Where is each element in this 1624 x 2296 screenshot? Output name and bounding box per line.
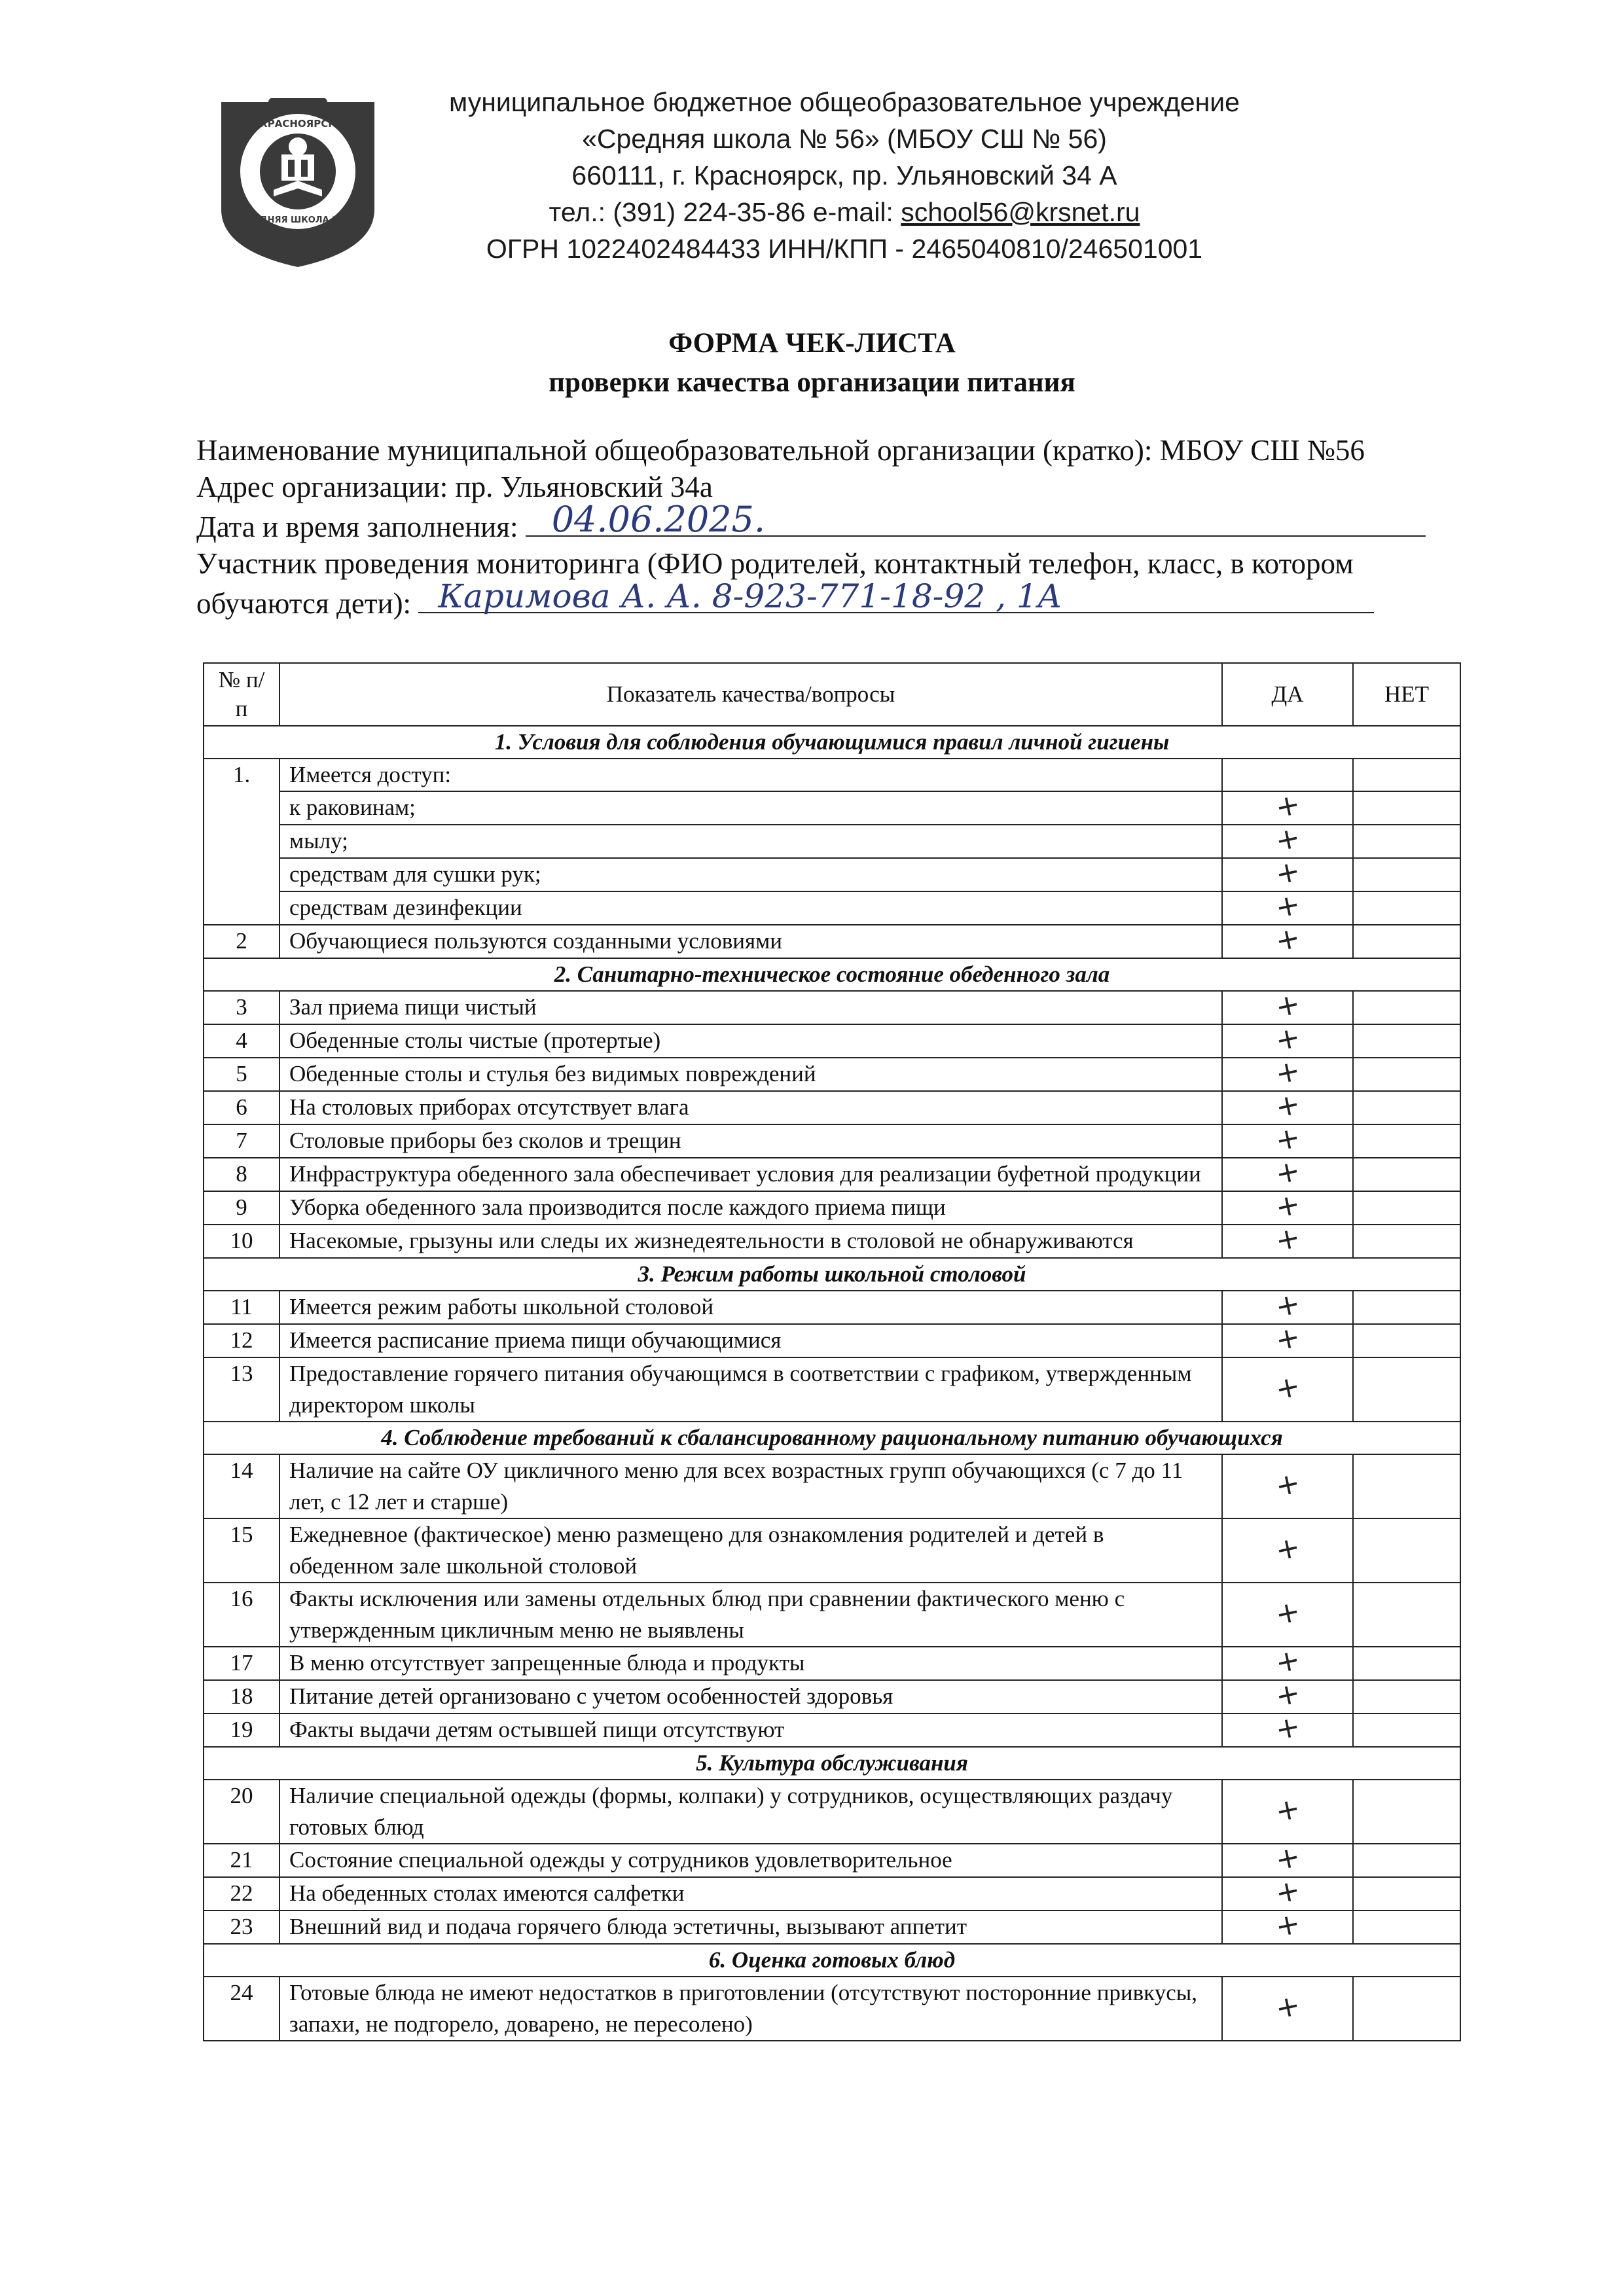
row-number: 4 [204,1024,280,1058]
plus-mark: + [1272,1286,1303,1325]
row-number: 19 [204,1713,280,1747]
plus-mark: + [1272,1642,1303,1681]
table-row [204,1225,1460,1258]
no-cell[interactable] [1353,1124,1460,1158]
table-row [204,1877,1460,1910]
plus-mark: + [1272,1676,1303,1714]
plus-mark: + [1272,1187,1303,1225]
yes-cell[interactable] [1222,1120,1353,1158]
yes-cell[interactable] [1222,1454,1353,1518]
plus-mark: + [1272,1988,1303,2026]
no-cell[interactable] [1353,1291,1460,1324]
no-cell[interactable] [1353,1977,1460,2041]
no-cell[interactable] [1353,1191,1460,1225]
header-contacts [393,194,1296,230]
row-number: 23 [204,1910,280,1944]
row-number: 6 [204,1091,280,1124]
row-indicator: Имеется режим работы школьной столовой [280,1291,1222,1324]
table-row [204,891,1460,925]
no-cell[interactable] [1353,991,1460,1024]
table-row [204,1713,1460,1747]
yes-cell[interactable] [1222,1020,1353,1058]
table-row [204,1647,1460,1680]
yes-cell[interactable] [1222,820,1353,859]
section-title: 5. Культура обслуживания [204,1747,1460,1780]
table-row [204,759,1460,791]
table-row [204,1091,1460,1124]
yes-cell[interactable] [1222,1357,1353,1422]
no-cell[interactable] [1353,1844,1460,1877]
yes-cell[interactable] [1222,1319,1353,1358]
row-number: 20 [204,1780,280,1844]
yes-cell[interactable] [1222,1906,1353,1945]
emblem-arc-bottom: СРЕДНЯЯ ШКОЛА №56 [242,215,354,225]
yes-cell[interactable] [1222,1873,1353,1911]
no-cell[interactable] [1353,1058,1460,1091]
row-indicator: Состояние специальной одежды у сотрудников удовлетворительное [280,1844,1222,1877]
row-indicator: Факты исключения или замены отдельных блюд при сравнении фактического меню с утвержденным цикличным меню не выявлены [280,1583,1222,1647]
row-number: 3 [204,991,280,1024]
col-header-no: НЕТ [1353,663,1460,726]
row-number: 10 [204,1225,280,1258]
plus-mark: + [1272,920,1303,959]
participant-field [196,577,1499,622]
row-number: 11 [204,1291,280,1324]
row-indicator: к раковинам; [280,791,1222,825]
row-indicator: мылу; [280,825,1222,858]
yes-cell[interactable] [1222,1286,1353,1325]
letterhead [393,84,1296,267]
no-cell[interactable] [1353,759,1460,791]
yes-cell[interactable] [1222,1053,1353,1092]
plus-mark: + [1272,1530,1303,1568]
section-row [204,958,1460,991]
table-row [204,1058,1460,1091]
row-number: 2 [204,925,280,958]
table-row [204,858,1460,891]
row-number: 22 [204,1877,280,1910]
no-cell[interactable] [1353,1225,1460,1258]
header-phone: тел.: (391) 224-35-86 e-mail: [549,197,901,227]
row-indicator: На столовых приборах отсутствует влага [280,1091,1222,1124]
plus-mark: + [1272,1020,1303,1058]
row-number: 24 [204,1977,280,2041]
participant-label-line-2: обучаются дети): [196,587,412,620]
checklist-table [203,662,1461,2041]
yes-cell[interactable] [1222,759,1353,791]
org-name-field: Наименование муниципальной общеобразовательной организации (кратко): МБОУ СШ №56 [196,434,1365,467]
row-indicator: Зал приема пищи чистый [280,991,1222,1024]
yes-cell[interactable] [1222,1153,1353,1192]
plus-mark: + [1272,787,1303,825]
table-row [204,1583,1460,1647]
plus-mark: + [1272,887,1303,925]
header-ogrn: ОГРН 1022402484433 ИНН/КПП - 2465040810/246501001 [486,234,1203,264]
row-indicator: Готовые блюда не имеют недостатков в приготовлении (отсутствуют посторонние привкусы, запахи, не подгорело, доварено, не пересолено) [280,1977,1222,2041]
row-number: 16 [204,1583,280,1647]
no-cell[interactable] [1353,1518,1460,1583]
plus-mark: + [1272,820,1303,859]
table-row [204,1158,1460,1191]
plus-mark: + [1272,986,1303,1025]
plus-mark: + [1272,1220,1303,1259]
plus-mark: + [1272,1839,1303,1878]
section-row [204,1747,1460,1780]
no-cell[interactable] [1353,1780,1460,1844]
table-row [204,1977,1460,2041]
form-title-sub: проверки качества организации питания [549,367,1075,398]
table-row [204,1780,1460,1844]
row-number: 12 [204,1324,280,1357]
yes-cell[interactable] [1222,1220,1353,1259]
row-indicator: средствам дезинфекции [280,891,1222,925]
table-row [204,825,1460,858]
plus-mark: + [1272,1465,1303,1503]
no-cell[interactable] [1353,1680,1460,1713]
yes-cell[interactable] [1222,1780,1353,1844]
row-indicator: Обеденные столы и стулья без видимых повреждений [280,1058,1222,1091]
row-indicator: На обеденных столах имеются салфетки [280,1877,1222,1910]
plus-mark: + [1272,1873,1303,1911]
plus-mark: + [1272,1594,1303,1632]
row-indicator: Наличие на сайте ОУ цикличного меню для всех возрастных групп обучающихся (с 7 до 11 лет, с 12 лет и старше) [280,1454,1222,1518]
table-row [204,1124,1460,1158]
table-row [204,791,1460,825]
no-cell[interactable] [1353,1454,1460,1518]
row-indicator: Обучающиеся пользуются созданными условиями [280,925,1222,958]
section-row [204,1422,1460,1454]
no-cell[interactable] [1353,1158,1460,1191]
row-number: 1. [204,759,280,925]
no-cell[interactable] [1353,1877,1460,1910]
yes-cell[interactable] [1222,787,1353,825]
col-header-num: № п/п [204,663,280,726]
row-indicator: Факты выдачи детям остывшей пищи отсутствуют [280,1713,1222,1747]
row-indicator: Обеденные столы чистые (протертые) [280,1024,1222,1058]
table-row [204,1844,1460,1877]
row-number: 9 [204,1191,280,1225]
row-number: 21 [204,1844,280,1877]
form-title [0,324,1624,403]
yes-cell[interactable] [1222,853,1353,892]
row-indicator: Насекомые, грызуны или следы их жизнедеятельности в столовой не обнаруживаются [280,1225,1222,1258]
table-row [204,1910,1460,1944]
table-row [204,1518,1460,1583]
address-field: Адрес организации: пр. Ульяновский 34а [196,471,713,503]
row-indicator: Столовые приборы без сколов и трещин [280,1124,1222,1158]
form-title-main: ФОРМА ЧЕК-ЛИСТА [668,328,956,359]
date-input[interactable] [526,499,1426,540]
date-field [196,499,1499,545]
participant-value: Каримова А. А. 8-923-771-18-92 , 1А [438,577,1062,615]
table-row [204,925,1460,958]
no-cell[interactable] [1353,1091,1460,1124]
col-header-yes: ДА [1222,663,1353,726]
plus-mark: + [1272,1153,1303,1192]
no-cell[interactable] [1353,1910,1460,1944]
school-emblem-logo [216,98,380,270]
row-number: 17 [204,1647,280,1680]
row-number: 5 [204,1058,280,1091]
table-row [204,1357,1460,1422]
plus-mark: + [1272,1086,1303,1125]
table-row [204,991,1460,1024]
row-number: 7 [204,1124,280,1158]
section-title: 2. Санитарно-техническое состояние обеденного зала [204,958,1460,991]
plus-mark: + [1272,1319,1303,1358]
section-row [204,726,1460,759]
participant-input[interactable] [418,577,1374,615]
plus-mark: + [1272,1906,1303,1945]
yes-cell[interactable] [1222,1709,1353,1748]
header-line-1: муниципальное бюджетное общеобразовательное учреждение [449,87,1240,117]
section-title: 3. Режим работы школьной столовой [204,1258,1460,1291]
col-header-indicator: Показатель качества/вопросы [280,663,1222,726]
no-cell[interactable] [1353,791,1460,825]
row-indicator: средствам для сушки рук; [280,858,1222,891]
row-number: 15 [204,1518,280,1583]
no-cell[interactable] [1353,1713,1460,1747]
table-row [204,1291,1460,1324]
table-row [204,1024,1460,1058]
row-indicator: Внешний вид и подача горячего блюда эстетичны, вызывают аппетит [280,1910,1222,1944]
no-cell[interactable] [1353,1357,1460,1422]
table-row [204,1680,1460,1713]
row-indicator: Наличие специальной одежды (формы, колпаки) у сотрудников, осуществляющих раздачу готовых блюд [280,1780,1222,1844]
table-row [204,1324,1460,1357]
header-line-3: 660111, г. Красноярск, пр. Ульяновский 34 А [571,160,1117,190]
header-line-2: «Средняя школа № 56» (МБОУ СШ № 56) [582,124,1107,154]
row-indicator: Ежедневное (фактическое) меню размещено для ознакомления родителей и детей в обеденном зале школьной столовой [280,1518,1222,1583]
row-number: 18 [204,1680,280,1713]
plus-mark: + [1272,1369,1303,1407]
no-cell[interactable] [1353,858,1460,891]
header-email-link[interactable]: school56@krsnet.ru [901,197,1140,227]
yes-cell[interactable] [1222,1518,1353,1583]
section-row [204,1258,1460,1291]
section-title: 6. Оценка готовых блюд [204,1944,1460,1977]
yes-cell[interactable] [1222,1642,1353,1681]
date-label: Дата и время заполнения: [196,511,518,543]
row-number: 14 [204,1454,280,1518]
plus-mark: + [1272,1791,1303,1829]
no-cell[interactable] [1353,1024,1460,1058]
yes-cell[interactable] [1222,1086,1353,1125]
no-cell[interactable] [1353,891,1460,925]
plus-mark: + [1272,1709,1303,1748]
date-value: 04.06.2025. [551,499,766,540]
row-indicator: Предоставление горячего питания обучающимся в соответствии с графиком, утвержденным директором школы [280,1357,1222,1422]
yes-cell[interactable] [1222,986,1353,1025]
row-indicator: В меню отсутствует запрещенные блюда и продукты [280,1647,1222,1680]
row-indicator: Питание детей организовано с учетом особенностей здоровья [280,1680,1222,1713]
no-cell[interactable] [1353,1583,1460,1647]
row-indicator: Уборка обеденного зала производится после каждого приема пищи [280,1191,1222,1225]
emblem-arc-top: КРАСНОЯРСК [259,118,336,130]
no-cell[interactable] [1353,1324,1460,1357]
yes-cell[interactable] [1222,887,1353,925]
yes-cell[interactable] [1222,1583,1353,1647]
participant-label-line-1: Участник проведения мониторинга (ФИО родителей, контактный телефон, класс, в котором [196,547,1354,580]
yes-cell[interactable] [1222,920,1353,959]
section-row [204,1944,1460,1977]
no-cell[interactable] [1353,825,1460,858]
table-row [204,1191,1460,1225]
no-cell[interactable] [1353,925,1460,958]
yes-cell[interactable] [1222,1187,1353,1225]
plus-mark: + [1272,1053,1303,1092]
row-number: 8 [204,1158,280,1191]
section-title: 1. Условия для соблюдения обучающимися правил личной гигиены [204,726,1460,759]
row-indicator: Имеется доступ: [280,759,1222,791]
plus-mark: + [1272,1120,1303,1158]
table-header-row [204,663,1460,726]
yes-cell[interactable] [1222,1977,1353,2041]
row-indicator: Имеется расписание приема пищи обучающимися [280,1324,1222,1357]
section-title: 4. Соблюдение требований к сбалансированному рациональному питанию обучающихся [204,1422,1460,1454]
table-row [204,1454,1460,1518]
form-fields [196,432,1499,622]
row-number: 13 [204,1357,280,1422]
plus-mark: + [1272,853,1303,892]
yes-cell[interactable] [1222,1839,1353,1878]
yes-cell[interactable] [1222,1676,1353,1714]
no-cell[interactable] [1353,1647,1460,1680]
row-indicator: Инфраструктура обеденного зала обеспечивает условия для реализации буфетной продукции [280,1158,1222,1191]
